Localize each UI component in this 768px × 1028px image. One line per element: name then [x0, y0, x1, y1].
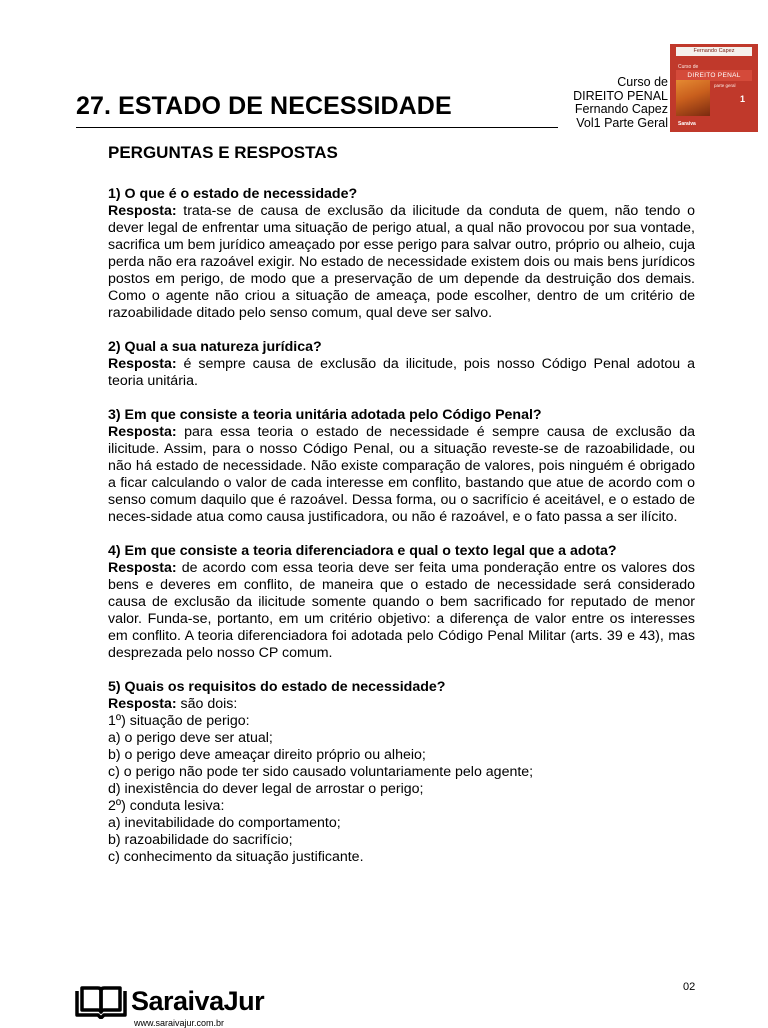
question: 3) Em que consiste a teoria unitária adotada pelo Código Penal?	[108, 407, 542, 423]
cover-publisher: Saraiva	[678, 121, 696, 127]
requirement-item: a) o perigo deve ser atual;	[108, 730, 273, 746]
qa-list	[108, 186, 695, 883]
cover-course: Curso de	[678, 64, 699, 70]
qa-item	[108, 186, 695, 322]
qa-item	[108, 407, 695, 526]
publisher-logo	[74, 985, 294, 1028]
cover-author: Fernando Capez	[676, 47, 752, 56]
cover-photo	[676, 80, 710, 116]
answer-text: é sempre causa de exclusão da ilicitude, pois nosso Código Penal adotou a teoria unitária.	[108, 356, 695, 389]
cover-volume: 1	[740, 94, 746, 104]
answer	[108, 356, 695, 390]
answer-label: Resposta:	[108, 424, 177, 440]
answer	[108, 424, 695, 526]
question: 5) Quais os requisitos do estado de necessidade?	[108, 679, 446, 695]
book-cover-image	[670, 44, 758, 132]
qa-item	[108, 679, 695, 866]
answer-text: para essa teoria o estado de necessidade é sempre causa de exclusão da ilicitude. Assim, para o nosso Código Penal, ou a situação reveste-se de razoabilidade, ou não há estado de necessidade. Não existe comparação de valores, pois ninguém é obrigado a ficar calculando o valor de cada interesse em conflito, bastando que atue de acordo com o senso comum daquilo que é razoável. Dessa forma, ou o sacrifício é aceitável, e o estado de neces-sidade atua como causa justificadora, ou não é razoável, e o fato passa a ser ilícito.	[108, 424, 695, 525]
book-info-line: Vol1 Parte Geral	[576, 115, 668, 130]
requirement-item: b) razoabilidade do sacrifício;	[108, 832, 293, 848]
question: 1) O que é o estado de necessidade?	[108, 186, 358, 202]
title-divider	[76, 127, 558, 128]
book-info-line: Fernando Capez	[574, 102, 668, 116]
answer	[108, 560, 695, 662]
open-book-icon	[74, 985, 128, 1019]
qa-item	[108, 339, 695, 390]
answer	[108, 696, 695, 713]
question: 2) Qual a sua natureza jurídica?	[108, 339, 322, 355]
requirement-item: c) conhecimento da situação justificante.	[108, 849, 364, 865]
logo-url: www.saraivajur.com.br	[134, 1018, 225, 1028]
cover-subtitle: parte geral	[714, 83, 736, 88]
answer-label: Resposta:	[108, 356, 177, 372]
answer-label: Resposta:	[108, 696, 177, 712]
book-info-line: DIREITO PENAL	[573, 88, 668, 103]
qa-item	[108, 543, 695, 662]
requirement-item: b) o perigo deve ameaçar direito próprio ou alheio;	[108, 747, 426, 763]
requirement-item: 1º) situação de perigo:	[108, 713, 250, 729]
requirement-item: a) inevitabilidade do comportamento;	[108, 815, 341, 831]
page-number: 02	[683, 981, 696, 993]
section-heading: PERGUNTAS E RESPOSTAS	[108, 143, 338, 162]
question: 4) Em que consiste a teoria diferenciadora e qual o texto legal que a adota?	[108, 543, 617, 559]
book-info-line: Curso de	[617, 75, 668, 89]
cover-title: DIREITO PENAL	[676, 70, 752, 81]
answer-text: de acordo com essa teoria deve ser feita uma ponderação entre os valores dos bens e deveres em conflito, de maneira que o estado de necessidade será considerado causa de exclusão da ilicitude somente quando o bem sacrificado for reputado de menor valor. Funda-se, portanto, em um critério objetivo: a diferença de valor entre os interesses em conflito. A teoria diferenciadora foi adotada pelo Código Penal Militar (arts. 39 e 43), mas desprezada pelo nosso CP comum.	[108, 560, 695, 661]
answer	[108, 203, 695, 322]
answer-label: Resposta:	[108, 203, 177, 219]
answer-label: Resposta:	[108, 560, 177, 576]
answer-text: são dois:	[180, 696, 238, 712]
chapter-title: 27. ESTADO DE NECESSIDADE	[76, 92, 452, 120]
requirement-item: 2º) conduta lesiva:	[108, 798, 225, 814]
requirement-item: d) inexistência do dever legal de arrostar o perigo;	[108, 781, 424, 797]
logo-text: SaraivaJur	[131, 986, 265, 1016]
book-info	[573, 76, 668, 130]
answer-text: trata-se de causa de exclusão da ilicitude da conduta de quem, não tendo o dever legal de enfrentar uma situação de perigo atual, a qual não provocou por sua vontade, sacrifica um bem jurídico ameaçado por esse perigo para salvar outro, próprio ou alheio, cuja perda não era razoável exigir. No estado de necessidade existem dois ou mais bens jurídicos postos em perigo, de modo que a preservação de um depende da destruição dos demais. Como o agente não criou a situação de ameaça, pode escolher, dentro de um critério de razoabilidade ditado pelo senso comum, qual deve ser salvo.	[108, 203, 695, 321]
requirement-item: c) o perigo não pode ter sido causado voluntariamente pelo agente;	[108, 764, 534, 780]
